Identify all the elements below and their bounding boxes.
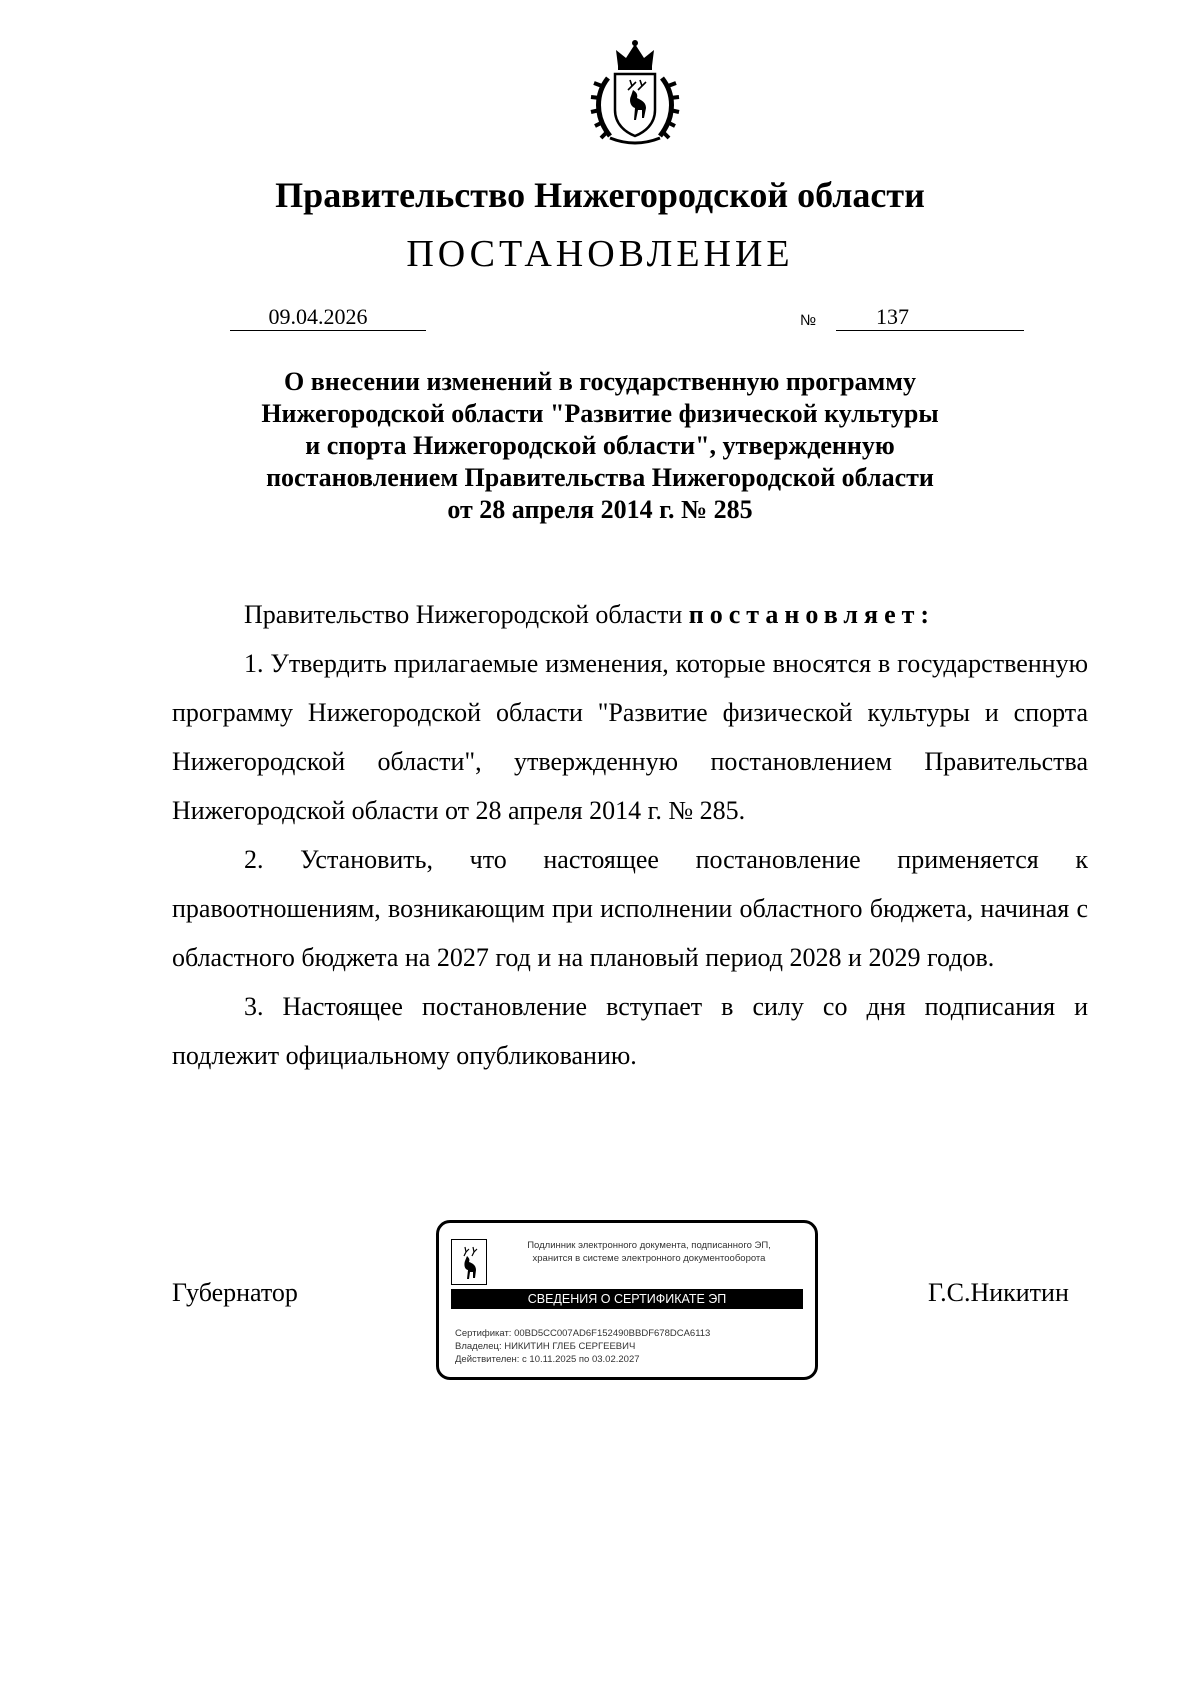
heading-line: от 28 апреля 2014 г. № 285 bbox=[447, 495, 753, 524]
document-type: ПОСТАНОВЛЕНИЕ bbox=[406, 233, 794, 275]
document-number: 137 bbox=[836, 304, 1024, 331]
document-heading bbox=[150, 366, 1050, 526]
preamble-paragraph bbox=[172, 590, 1088, 639]
government-title: Правительство Нижегородской области bbox=[275, 175, 925, 215]
signatory-position: Губернатор bbox=[172, 1278, 298, 1307]
item-1-paragraph: 1. Утвердить прилагаемые изменения, которые вносятся в государственную программу Нижегородской области "Развитие физической культуры и спорта Нижегородской области", утвержденную постановлением Правительства Нижегородской области от 28 апреля 2014 г. № 285. bbox=[172, 649, 1088, 825]
document-date: 09.04.2026 bbox=[230, 304, 426, 331]
preamble-keyword: постановляет: bbox=[688, 600, 936, 629]
coat-of-arms-emblem bbox=[580, 38, 690, 150]
heading-line: Нижегородской области "Развитие физической культуры bbox=[261, 399, 939, 428]
item-3-paragraph: 3. Настоящее постановление вступает в силу со дня подписания и подлежит официальному опубликованию. bbox=[172, 992, 1088, 1070]
stamp-note-line: Подлинник электронного документа, подписанного ЭП, bbox=[527, 1240, 771, 1251]
signatory-name: Г.С.Никитин bbox=[928, 1278, 1069, 1307]
number-label: № bbox=[800, 312, 817, 329]
preamble-text: Правительство Нижегородской области bbox=[244, 600, 689, 629]
certificate-owner: Владелец: НИКИТИН ГЛЕБ СЕРГЕЕВИЧ bbox=[455, 1341, 636, 1352]
document-body bbox=[172, 590, 1088, 1080]
electronic-signature-stamp bbox=[436, 1220, 818, 1380]
item-2-paragraph: 2. Установить, что настоящее постановление применяется к правоотношениям, возникающим при исполнении областного бюджета, начиная с областного бюджета на 2027 год и на плановый период 2028 и 2029 годов. bbox=[172, 845, 1088, 972]
certificate-validity: Действителен: с 10.11.2025 по 03.02.2027 bbox=[455, 1354, 640, 1365]
certificate-details bbox=[455, 1327, 710, 1366]
heading-line: и спорта Нижегородской области", утвержденную bbox=[305, 431, 895, 460]
deer-emblem-icon bbox=[451, 1239, 487, 1285]
heading-line: постановлением Правительства Нижегородской области bbox=[266, 463, 934, 492]
stamp-note-line: хранится в системе электронного документооборота bbox=[532, 1253, 766, 1264]
stamp-note bbox=[499, 1239, 799, 1265]
certificate-id: Сертификат: 00BD5CC007AD6F152490BBDF678DCA6113 bbox=[455, 1328, 711, 1339]
heading-line: О внесении изменений в государственную программу bbox=[284, 367, 916, 396]
certificate-info-bar: СВЕДЕНИЯ О СЕРТИФИКАТЕ ЭП bbox=[451, 1289, 803, 1309]
